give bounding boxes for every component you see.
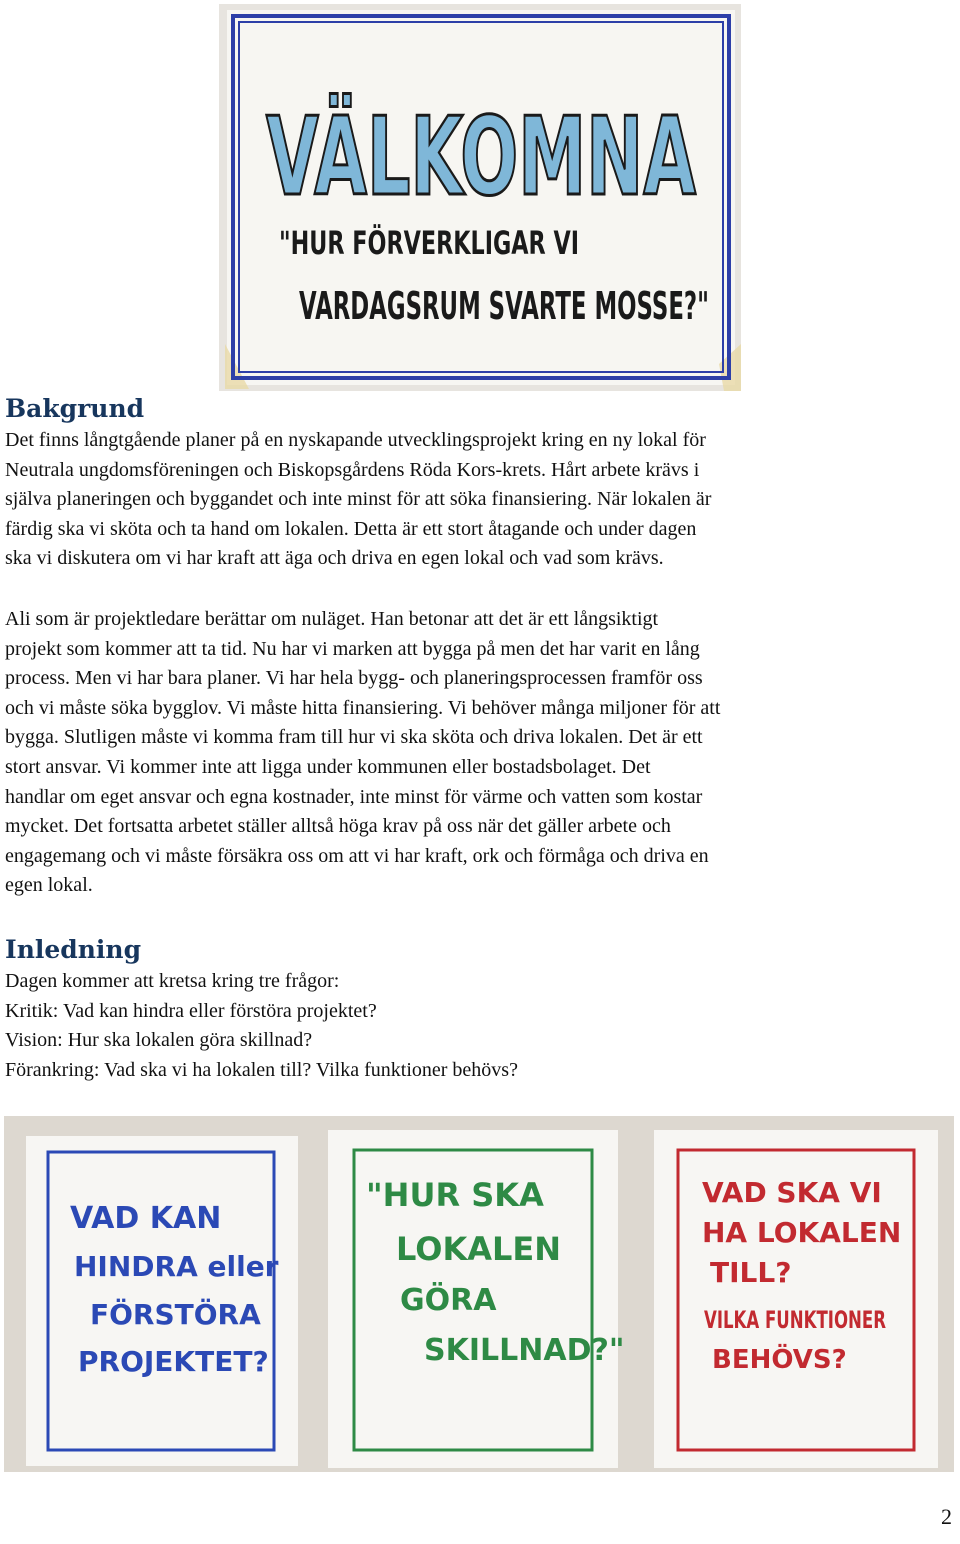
heading-inledning: Inledning (5, 935, 142, 964)
inledning-list (5, 967, 955, 1085)
text-line: Dagen kommer att kretsa kring tre frågor: (5, 970, 340, 992)
text-line: själva planeringen och byggandet och inte minst för att söka finansiering. När lokalen är (5, 488, 712, 511)
text-line: ska vi diskutera om vi har kraft att äga och driva en egen lokal och vad som krävs. (5, 547, 664, 570)
text-line: och vi måste söka bygglov. Vi måste hitta finansiering. Vi behöver många miljoner för att (5, 696, 721, 719)
text-line: engagemang och vi måste försäkra oss om att vi har kraft, ork och förmåga och driva en (5, 844, 709, 867)
poster-title: VÄLKOMNA (266, 95, 947, 220)
poster1-line: HINDRA eller (74, 1250, 279, 1283)
poster-line-2: VARDAGSRUM SVARTE MOSSE?" (299, 284, 709, 328)
text-line: Vision: Hur ska lokalen göra skillnad? (5, 1029, 313, 1052)
poster2-line: SKILLNAD?" (424, 1333, 625, 1368)
text-line: handlar om eget ansvar och egna kostnader, inte minst för värme och vatten som kostar (5, 785, 703, 808)
text-line: stort ansvar. Vi kommer inte att ligga under kommunen eller bostadsbolaget. Det (5, 755, 651, 778)
text-line: färdig ska vi sköta och ta hand om lokalen. Detta är ett stort åtagande och under dagen (5, 517, 697, 540)
poster2-line: LOKALEN (396, 1230, 562, 1268)
text-line: projekt som kommer att ta tid. Nu har vi marken att bygga på men det har varit en lång (5, 637, 700, 660)
text-line: bygga. Slutligen måste vi komma fram till hur vi ska sköta och driva lokalen. Det är ett (5, 726, 703, 749)
text-line: Neutrala ungdomsföreningen och Biskopsgårdens Röda Kors-krets. Hårt arbete krävs i (5, 458, 700, 481)
welcome-poster-photo (219, 4, 947, 391)
poster3-line: VILKA FUNKTIONER (704, 1306, 886, 1334)
text-line: mycket. Det fortsatta arbetet ställer alltså höga krav på oss när det gäller arbete och (5, 815, 671, 838)
text-line: egen lokal. (5, 874, 93, 897)
poster3-line: HA LOKALEN (702, 1216, 902, 1249)
bakgrund-paragraph-1 (5, 426, 955, 574)
text-line: Kritik: Vad kan hindra eller förstöra projektet? (5, 999, 377, 1022)
text-line: process. Men vi har bara planer. Vi har hela bygg- och planeringsprocessen framför oss (5, 667, 703, 690)
text-line: Det finns långtgående planer på en nyskapande utvecklingsprojekt kring en ny lokal för (5, 429, 706, 451)
poster1-line: VAD KAN (70, 1201, 222, 1236)
poster3-line: TILL? (710, 1256, 792, 1289)
poster-line-1: "HUR FÖRVERKLIGAR VI (279, 224, 579, 262)
poster2-line: GÖRA (400, 1283, 497, 1318)
poster1-line: PROJEKTET? (78, 1345, 269, 1378)
heading-bakgrund: Bakgrund (5, 394, 145, 423)
poster3-line: BEHÖVS? (712, 1345, 847, 1375)
question-posters-photo (4, 1116, 954, 1472)
poster2-line: "HUR SKA (366, 1176, 544, 1214)
text-line: Ali som är projektledare berättar om nuläget. Han betonar att det är ett långsiktigt (5, 608, 659, 630)
bakgrund-paragraph-2 (5, 605, 955, 901)
page-number: 2 (941, 1504, 952, 1529)
poster1-line: FÖRSTÖRA (90, 1298, 261, 1331)
text-line: Förankring: Vad ska vi ha lokalen till? Vilka funktioner behövs? (5, 1058, 518, 1081)
poster3-line: VAD SKA VI (702, 1176, 882, 1209)
